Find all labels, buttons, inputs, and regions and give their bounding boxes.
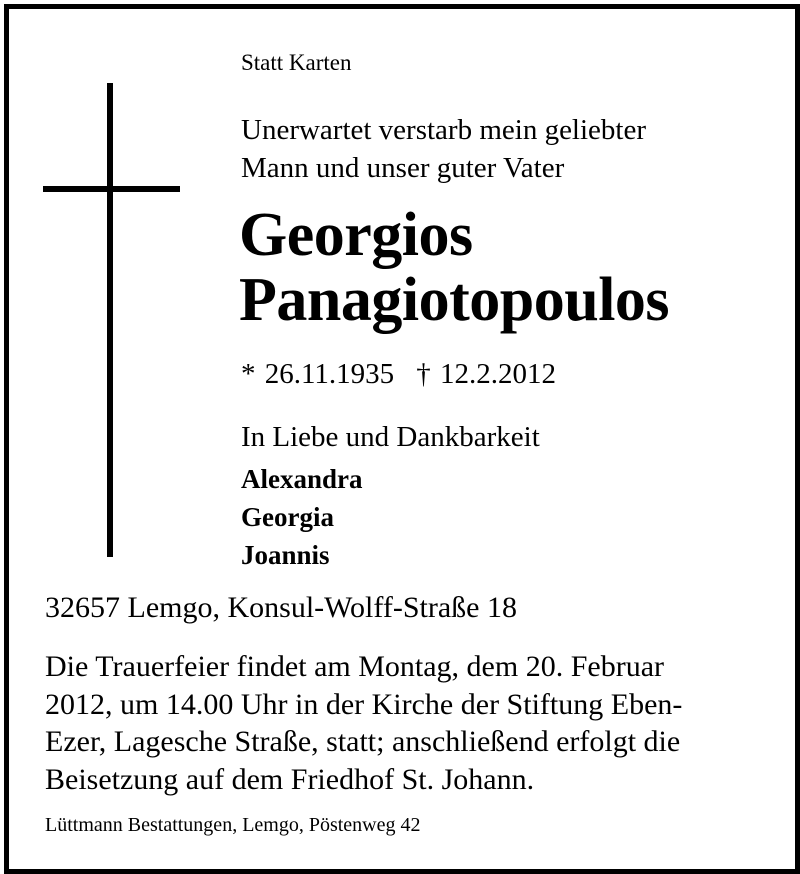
message-line: Mann und unser guter Vater: [241, 152, 565, 184]
cross-vertical-bar: [107, 83, 113, 557]
deceased-first-name: Georgios: [239, 201, 473, 269]
service-line: Beisetzung auf dem Friedhof St. Johann.: [45, 762, 535, 796]
intro-text: Statt Karten: [241, 50, 352, 75]
deceased-last-name: Panagiotopoulos: [239, 266, 670, 334]
death-date: † 12.2.2012: [416, 358, 556, 390]
service-line: Die Trauerfeier findet am Montag, dem 20. Februar: [45, 650, 664, 683]
family-member: Georgia: [241, 502, 334, 532]
family-member: Joannis: [241, 540, 330, 570]
life-dates: [241, 358, 556, 391]
deceased-name: [239, 203, 669, 333]
service-line: Ezer, Lagesche Straße, statt; anschließend erfolgt die: [45, 725, 681, 758]
family-address: 32657 Lemgo, Konsul-Wolff-Straße 18: [45, 591, 517, 624]
family-intro: In Liebe und Dankbarkeit: [241, 421, 540, 453]
announcement-message: [241, 111, 646, 187]
cross-horizontal-bar: [43, 186, 180, 192]
message-line: Unerwartet verstarb mein geliebter: [241, 114, 647, 146]
service-line: 2012, um 14.00 Uhr in der Kirche der Stiftung Eben-: [45, 687, 683, 721]
undertaker-info: Lüttmann Bestattungen, Lemgo, Pöstenweg 42: [45, 814, 421, 836]
funeral-service-info: [45, 648, 682, 798]
family-member: Alexandra: [241, 464, 363, 494]
birth-date: * 26.11.1935: [241, 358, 395, 390]
family-members: [241, 460, 363, 574]
